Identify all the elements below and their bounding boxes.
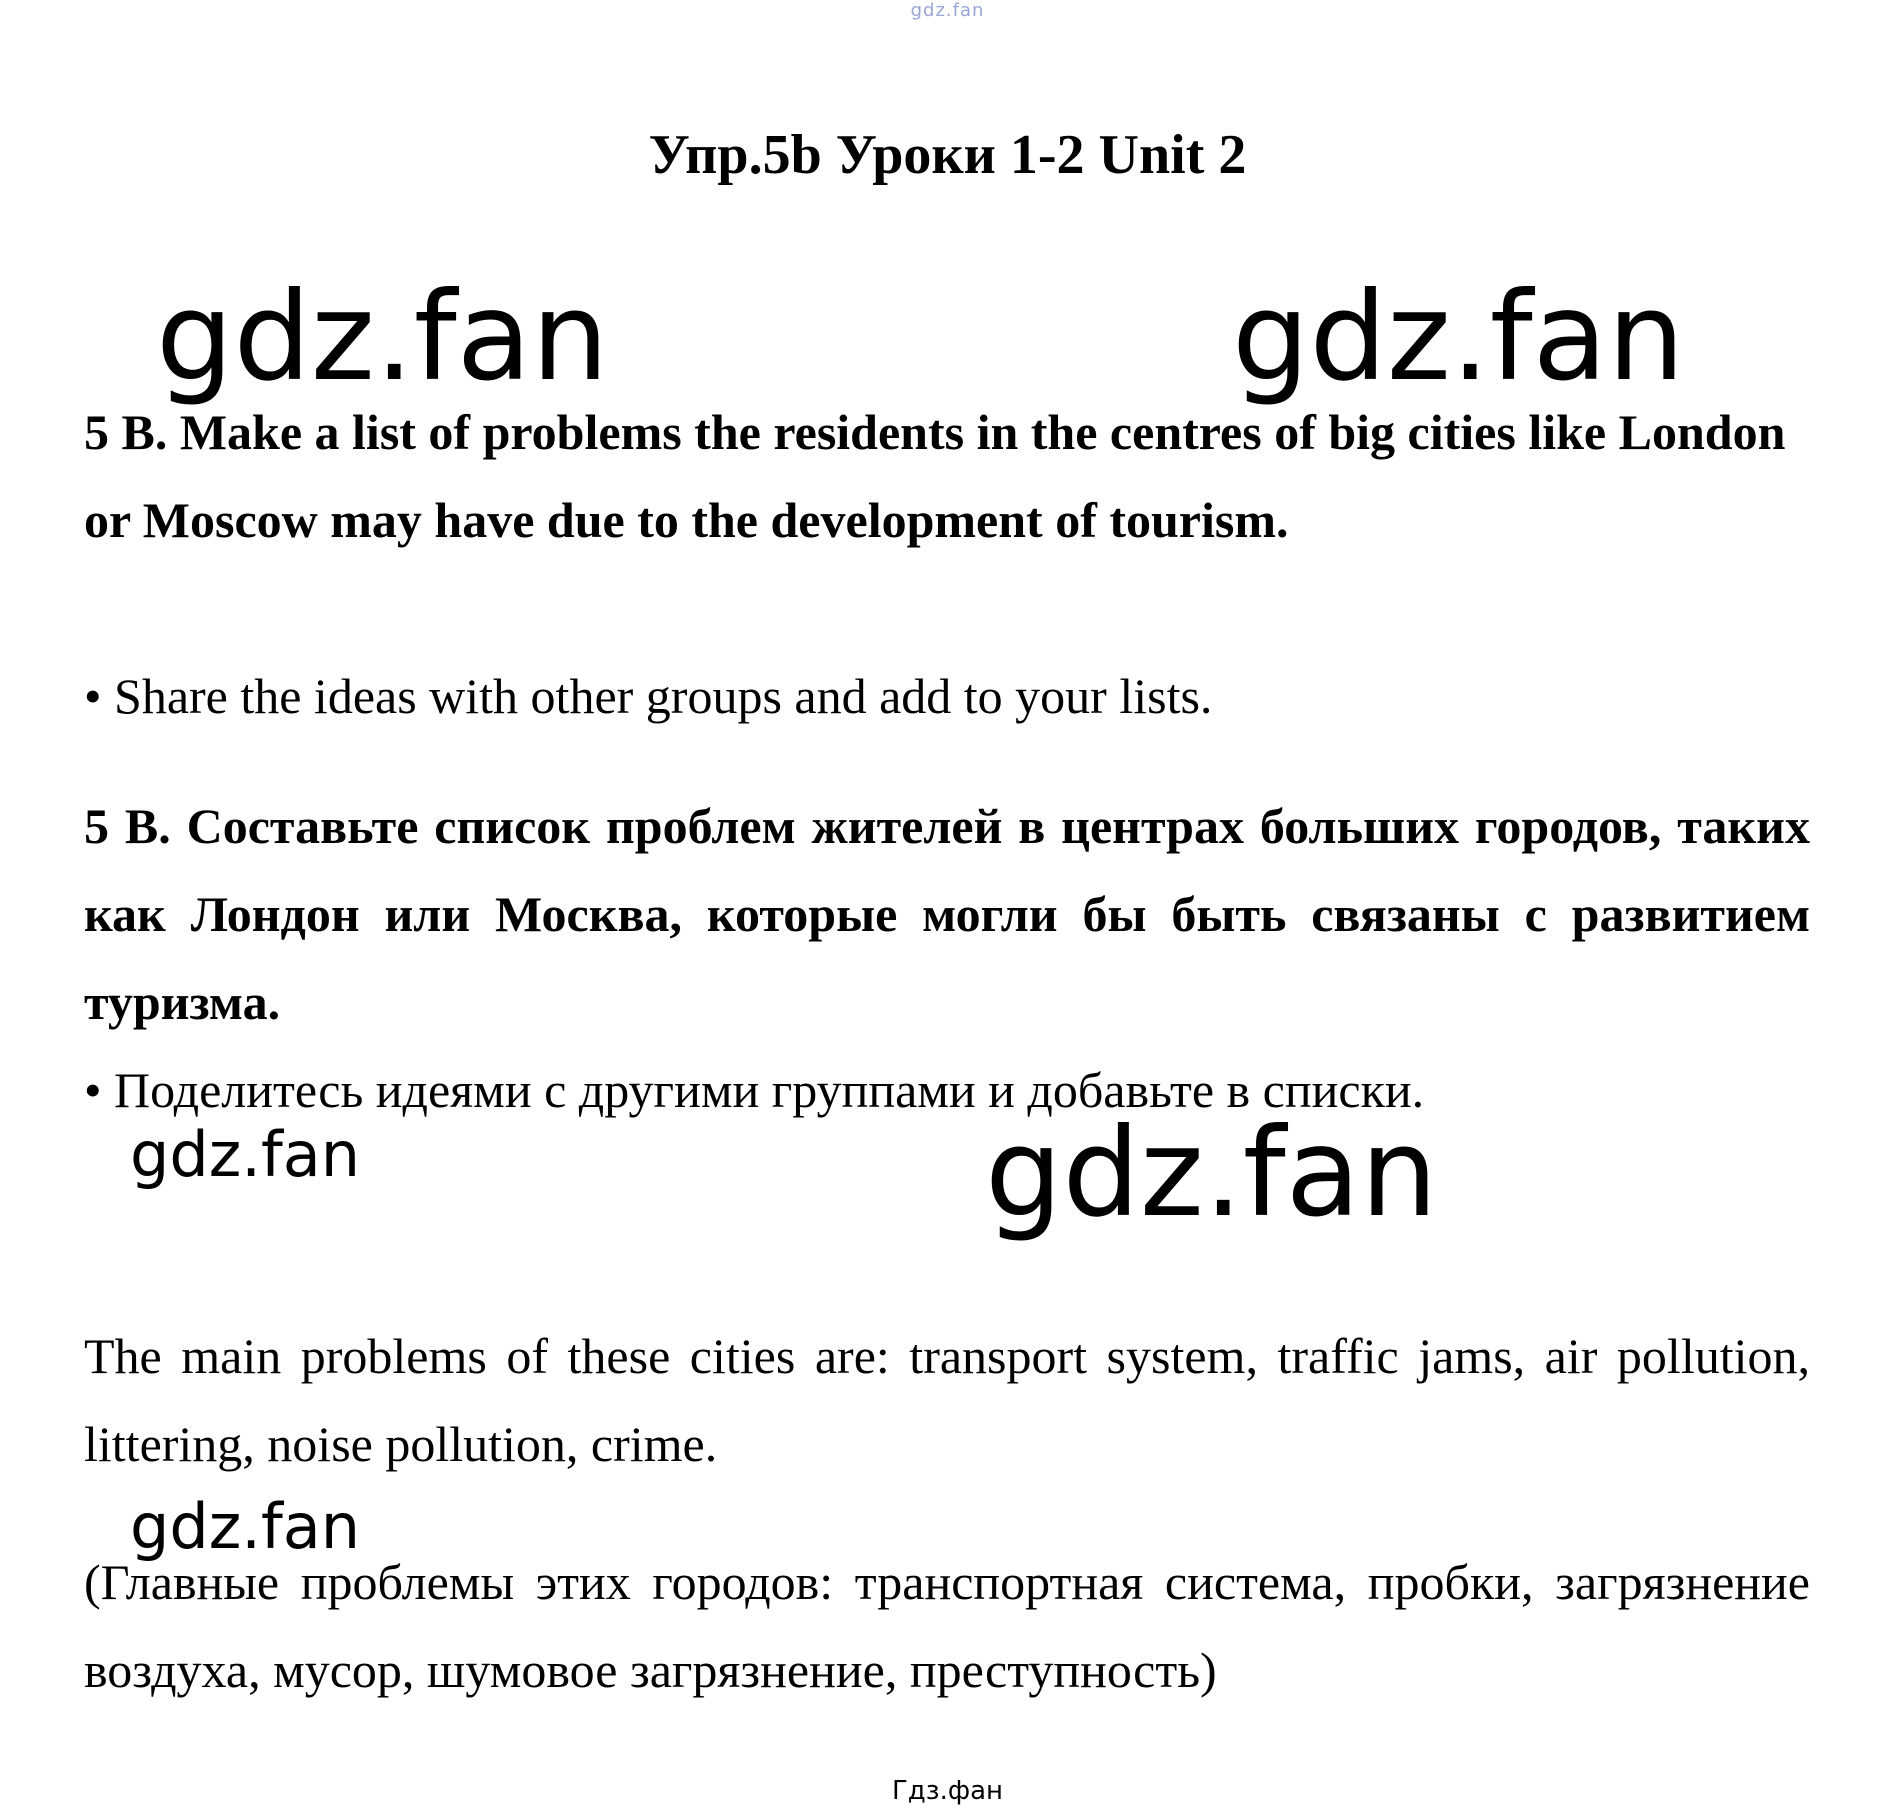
watermark-big-right: gdz.fan <box>1232 266 1685 408</box>
page-title: Упр.5b Уроки 1-2 Unit 2 <box>648 124 1247 186</box>
watermark-big-left: gdz.fan <box>156 266 609 408</box>
watermark-small-middle: gdz.fan <box>130 1118 361 1191</box>
answer-ru: (Главные проблемы этих городов: транспортная система, пробки, загрязнение воздуха, мусор, шумовое загрязнение, преступность) <box>84 1554 1810 1698</box>
answer-en: The main problems of these cities are: transport system, traffic jams, air pollution, littering, noise pollution, crime. <box>84 1328 1810 1472</box>
task-en-text: 5 B. Make a list of problems the residents in the centres of big cities like London or Moscow may have due to the development of tourism. <box>84 404 1786 548</box>
watermark-small-lower: gdz.fan <box>130 1490 361 1563</box>
bottom-site-mark: Гдз.фан <box>891 1776 1004 1806</box>
task-ru-text: 5 B. Составьте список проблем жителей в центрах больших городов, таких как Лондон или Москва, которые могли бы быть связаны с развитием туризма. <box>84 798 1810 1030</box>
task-ru-bullet: • Поделитесь идеями с другими группами и добавьте в списки. <box>84 1062 1425 1118</box>
task-en-bullet: • Share the ideas with other groups and add to your lists. <box>84 668 1213 724</box>
top-site-mark: gdz.fan <box>910 0 985 21</box>
watermark-big-middle: gdz.fan <box>985 1102 1438 1244</box>
